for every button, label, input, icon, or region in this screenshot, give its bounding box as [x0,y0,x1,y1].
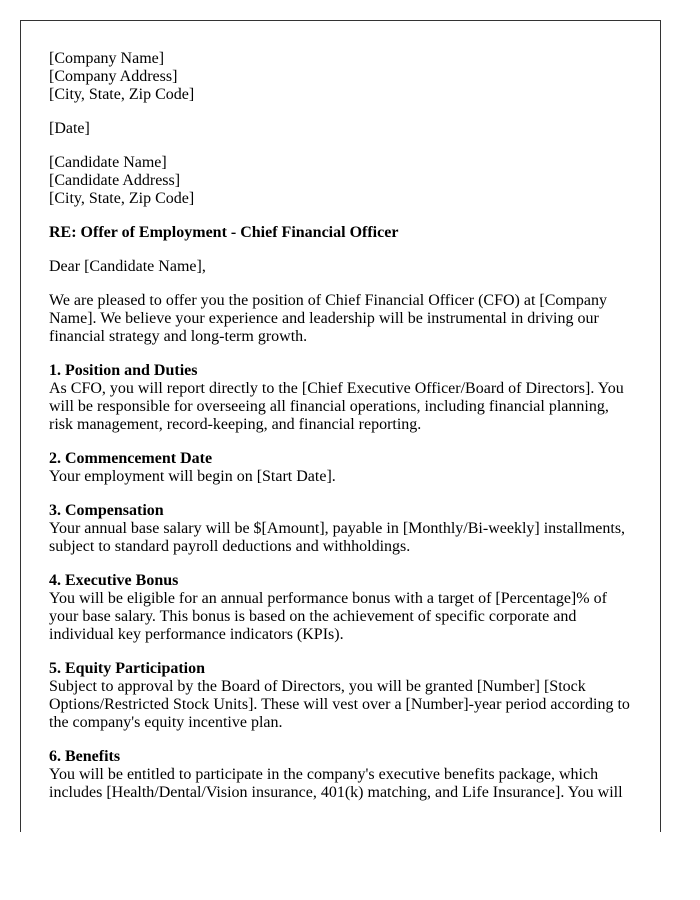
section-benefits [49,748,633,802]
company-city-state-zip: [City, State, Zip Code] [49,86,195,103]
recipient-address [49,154,633,208]
section-body: Your annual base salary will be $[Amount], payable in [Monthly/Bi-weekly] installments, subject to standard payroll deductions and withholdings. [49,520,626,555]
section-heading: 4. Executive Bonus [49,572,179,589]
section-body: As CFO, you will report directly to the [Chief Executive Officer/Board of Directors]. You will be responsible for overseeing all financial operations, including financial planning, risk management, record-keeping, and financial reporting. [49,380,624,433]
section-body: You will be entitled to participate in the company's executive benefits package, which includes [Health/Dental/Vision insurance, 401(k) matching, and Life Insurance]. You will [49,766,623,801]
section-body: Your employment will begin on [Start Date]. [49,468,336,485]
sender-address [49,50,633,104]
letter-date: [Date] [49,120,90,137]
section-position-duties [49,362,633,434]
section-heading: 6. Benefits [49,748,121,765]
offer-letter-document [20,20,661,832]
section-compensation [49,502,633,556]
salutation: Dear [Candidate Name], [49,258,206,275]
section-equity-participation [49,660,633,732]
section-body: Subject to approval by the Board of Directors, you will be granted [Number] [Stock Options/Restricted Stock Units]. These will vest over a [Number]-year period according to the company's equity incentive plan. [49,678,630,731]
section-executive-bonus [49,572,633,644]
company-name: [Company Name] [49,50,165,67]
candidate-name: [Candidate Name] [49,154,167,171]
candidate-city-state-zip: [City, State, Zip Code] [49,190,195,207]
company-address: [Company Address] [49,68,178,85]
section-body: You will be eligible for an annual performance bonus with a target of [Percentage]% of your base salary. This bonus is based on the achievement of specific corporate and individual key performance indicators (KPIs). [49,590,607,643]
intro-paragraph: We are pleased to offer you the position of Chief Financial Officer (CFO) at [Company Name]. We believe your experience and leadership will be instrumental in driving our financial strategy and long-term growth. [49,292,607,345]
section-heading: 2. Commencement Date [49,450,213,467]
section-commencement-date [49,450,633,486]
subject-line: RE: Offer of Employment - Chief Financial Officer [49,224,399,241]
candidate-address: [Candidate Address] [49,172,181,189]
section-heading: 3. Compensation [49,502,164,519]
section-heading: 1. Position and Duties [49,362,198,379]
section-heading: 5. Equity Participation [49,660,206,677]
